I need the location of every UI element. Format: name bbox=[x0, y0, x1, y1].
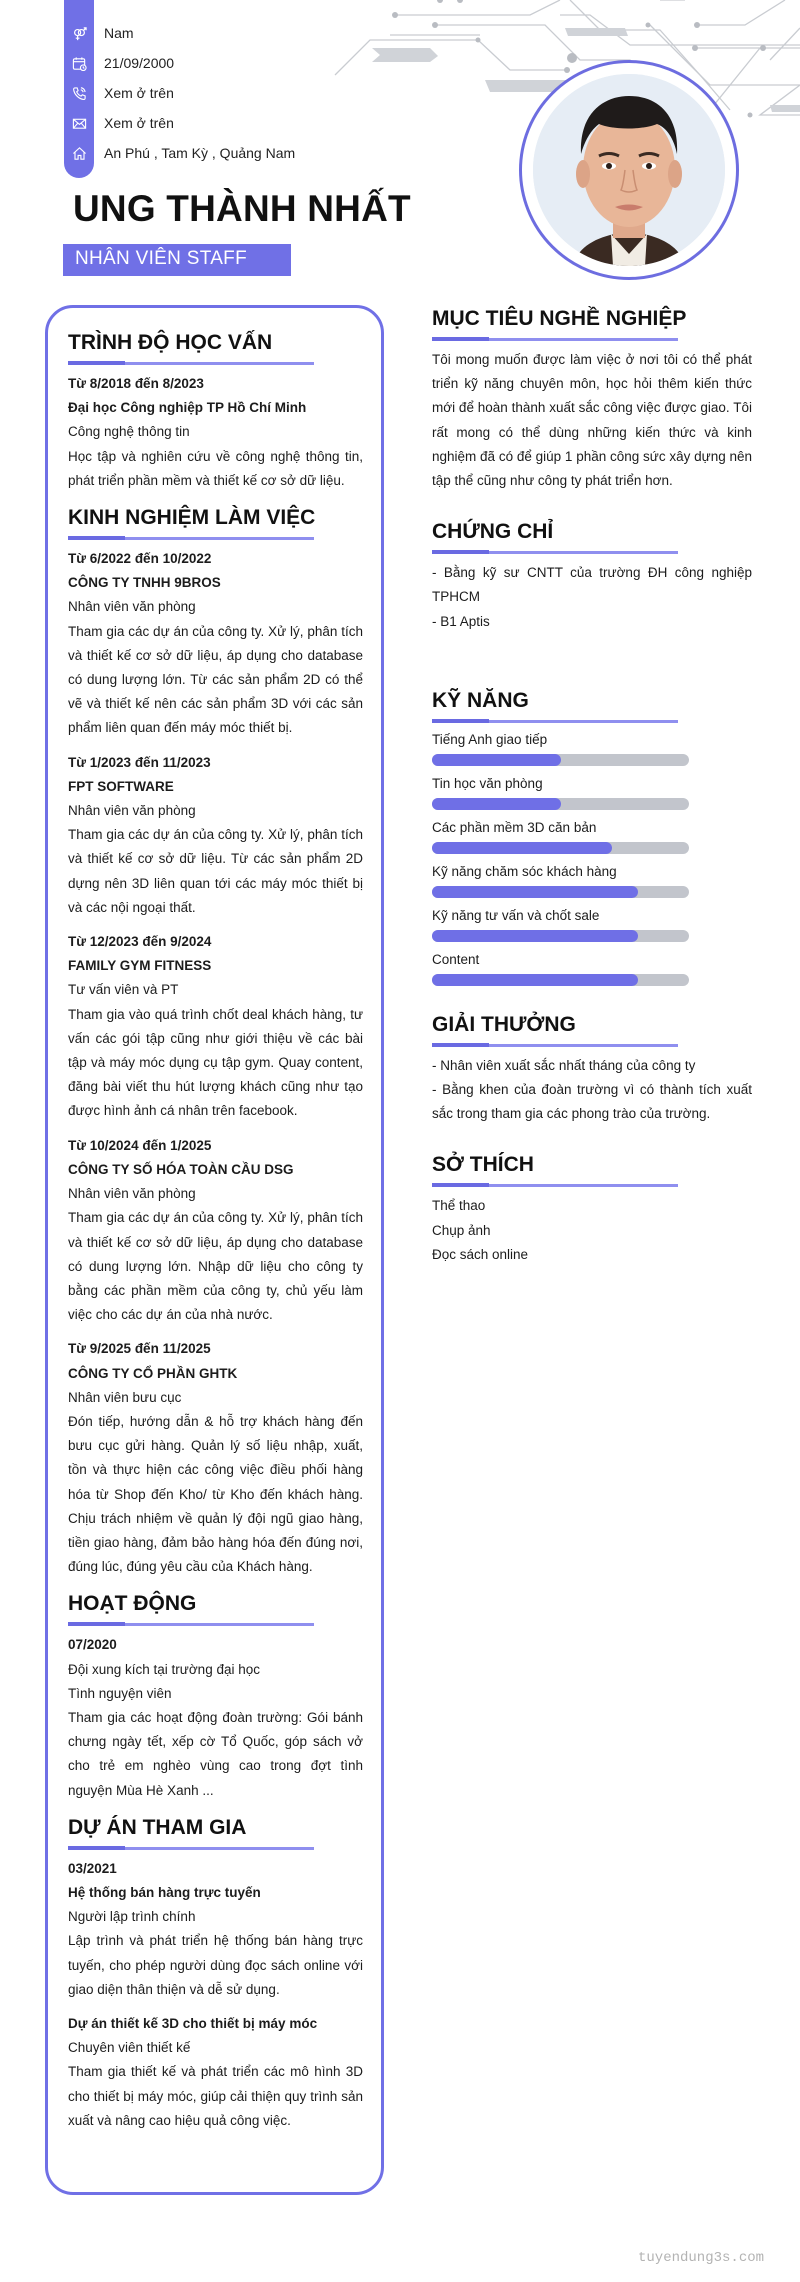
skill-label: Kỹ năng chăm sóc khách hàng bbox=[432, 863, 617, 879]
experience-description: Tham gia các dự án của công ty. Xử lý, phân tích và thiết kế cơ sở dữ liệu, áp dụng cho database có dung lượng lớn. Nhập dữ liệu cho công ty bằng các phần mềm của công ty, chủ yếu làm việc cho các dự án của nhà nước. bbox=[68, 1210, 363, 1323]
experience-period: Từ 12/2023 đến 9/2024 bbox=[68, 934, 212, 950]
experience-role: Nhân viên văn phòng bbox=[68, 599, 196, 615]
position-badge: NHÂN VIÊN STAFF bbox=[63, 244, 291, 276]
project-role: Chuyên viên thiết kế bbox=[68, 2040, 191, 2056]
project-entry bbox=[68, 1857, 363, 2002]
contact-gender bbox=[64, 18, 295, 48]
experience-company: CÔNG TY TNHH 9BROS bbox=[68, 575, 221, 591]
education-period: Từ 8/2018 đến 8/2023 bbox=[68, 376, 204, 391]
contact-address-text: An Phú , Tam Kỳ , Quảng Nam bbox=[104, 145, 296, 161]
objective-text: Tôi mong muốn được làm việc ở nơi tôi có thể phát triển kỹ năng chuyên môn, học hỏi thêm kiến thức mới để hoàn thành xuất sắc công việc được giao. Tôi rất mong có thể dùng những kiến thức và kinh nghiệm đã có để giúp 1 phần công sức xây dựng nên tập thể cũng như công ty phát triển hơn. bbox=[432, 352, 752, 489]
project-name: Dự án thiết kế 3D cho thiết bị máy móc bbox=[68, 2015, 318, 2031]
experience-period: Từ 1/2023 đến 11/2023 bbox=[68, 754, 211, 770]
experience-company: CÔNG TY CỔ PHẦN GHTK bbox=[68, 1365, 238, 1381]
spacer bbox=[432, 634, 752, 662]
award-item: - Bằng khen của đoàn trường vì có thành tích xuất sắc trong tham gia các phong trào của trường. bbox=[432, 1082, 752, 1122]
experience-description: Đón tiếp, hướng dẫn & hỗ trợ khách hàng đến bưu cục gửi hàng. Quản lý số liệu nhập, xuất, tồn và thực hiện các công việc điều phối hàng hóa từ Shop đến Kho/ từ Kho đến khách hàng. Chịu trách nhiệm về quản lý đội ngũ giao hàng, tiền giao hàng, đảm bảo hàng hóa đến đúng nơi, đúng lúc, đúng yêu cầu của Khách hàng. bbox=[68, 1413, 363, 1575]
experience-entry bbox=[68, 930, 363, 1124]
skill-level-bar bbox=[432, 842, 689, 854]
skill-level-fill bbox=[432, 886, 638, 898]
experience-entry bbox=[68, 547, 363, 741]
mail-icon bbox=[64, 108, 94, 138]
section-divider bbox=[432, 338, 678, 341]
experience-company: CÔNG TY SỐ HÓA TOÀN CẦU DSG bbox=[68, 1161, 294, 1177]
skill-level-fill bbox=[432, 754, 561, 766]
activity-description: Tham gia các hoạt động đoàn trường: Gói bánh chưng ngày tết, xếp cờ Tổ Quốc, góp sách vở cho trẻ em nghèo vùng cao trong đợt tình nguyện Mùa Hè Xanh ... bbox=[68, 1709, 363, 1798]
project-entry bbox=[68, 2012, 363, 2133]
skill-label: Các phần mềm 3D căn bản bbox=[432, 819, 597, 835]
left-column bbox=[68, 330, 363, 2145]
skills-section bbox=[432, 688, 752, 986]
activities-heading: HOẠT ĐỘNG bbox=[68, 1592, 197, 1616]
contact-phone bbox=[64, 78, 295, 108]
avatar-photo bbox=[533, 74, 725, 266]
education-heading: TRÌNH ĐỘ HỌC VẤN bbox=[68, 331, 273, 354]
experience-period: Từ 10/2024 đến 1/2025 bbox=[68, 1137, 212, 1153]
objective-section bbox=[432, 306, 752, 493]
skill-level-bar bbox=[432, 974, 689, 986]
skill-level-bar bbox=[432, 930, 689, 942]
skill-level-fill bbox=[432, 798, 561, 810]
awards-heading: GIẢI THƯỞNG bbox=[432, 1012, 576, 1036]
experience-company: FPT SOFTWARE bbox=[68, 778, 174, 794]
education-school: Đại học Công nghiệp TP Hồ Chí Minh bbox=[68, 400, 307, 416]
watermark: tuyendung3s.com bbox=[638, 2250, 765, 2266]
activity-role: Tình nguyện viên bbox=[68, 1685, 172, 1701]
experience-role: Nhân viên bưu cục bbox=[68, 1389, 182, 1405]
section-divider bbox=[68, 1623, 314, 1626]
skill-label: Kỹ năng tư vấn và chốt sale bbox=[432, 907, 600, 923]
objective-heading: MỤC TIÊU NGHỀ NGHIỆP bbox=[432, 307, 687, 330]
education-major: Công nghệ thông tin bbox=[68, 424, 190, 440]
hobby-item: Thể thao bbox=[432, 1198, 486, 1214]
certificates-section bbox=[432, 519, 752, 662]
contact-birthday-text: 21/09/2000 bbox=[104, 55, 175, 71]
skill-label: Content bbox=[432, 951, 480, 967]
section-divider bbox=[68, 1847, 314, 1850]
contact-email bbox=[64, 108, 295, 138]
section-divider bbox=[68, 362, 314, 365]
phone-icon bbox=[64, 78, 94, 108]
skill-label: Tiếng Anh giao tiếp bbox=[432, 731, 548, 747]
hobbies-section bbox=[432, 1152, 752, 1267]
skill-level-fill bbox=[432, 842, 612, 854]
project-name: Hệ thống bán hàng trực tuyến bbox=[68, 1884, 261, 1900]
projects-heading: DỰ ÁN THAM GIA bbox=[68, 1815, 247, 1839]
activity-period: 07/2020 bbox=[68, 1637, 117, 1653]
experience-company: FAMILY GYM FITNESS bbox=[68, 958, 212, 974]
hobby-item: Đọc sách online bbox=[432, 1246, 529, 1262]
gender-icon bbox=[64, 18, 94, 48]
section-divider bbox=[68, 537, 314, 540]
award-item: - Nhân viên xuất sắc nhất tháng của công ty bbox=[432, 1057, 696, 1073]
calendar-icon bbox=[64, 48, 94, 78]
skill-label: Tin học văn phòng bbox=[432, 775, 543, 791]
skill-level-bar bbox=[432, 798, 689, 810]
certificate-item: - B1 Aptis bbox=[432, 613, 490, 629]
certificate-item: - Bằng kỹ sư CNTT của trường ĐH công nghiệp TPHCM bbox=[432, 565, 752, 605]
activity-organization: Đội xung kích tại trường đại học bbox=[68, 1661, 260, 1677]
contact-email-text: Xem ở trên bbox=[104, 115, 174, 131]
contact-info-list bbox=[64, 18, 295, 168]
candidate-name: UNG THÀNH NHẤT bbox=[73, 188, 411, 229]
right-column bbox=[432, 306, 752, 1293]
experience-section bbox=[68, 505, 363, 1579]
section-divider bbox=[432, 1044, 678, 1047]
experience-description: Tham gia vào quá trình chốt deal khách hàng, tư vấn các gói tập cũng như giới thiệu về các bài tập và máy móc dụng cụ tập gym. Quay content, đăng bài viết thu hút lượng khách cũng như tạo được hình ảnh cá nhân trên facebook. bbox=[68, 1006, 363, 1119]
experience-heading: KINH NGHIỆM LÀM VIỆC bbox=[68, 506, 316, 530]
section-divider bbox=[432, 1184, 678, 1187]
avatar-frame bbox=[519, 60, 739, 280]
experience-entry bbox=[68, 1134, 363, 1328]
contact-birthday bbox=[64, 48, 295, 78]
education-description: Học tập và nghiên cứu về công nghệ thông tin, phát triển phần mềm và thiết kế cơ sở dữ liệu. bbox=[68, 448, 363, 488]
certificates-heading: CHỨNG CHỈ bbox=[432, 520, 554, 544]
experience-entry bbox=[68, 1337, 363, 1579]
experience-description: Tham gia các dự án của công ty. Xử lý, phân tích và thiết kế cơ sở dữ liệu. Từ các sản phẩm 2D dựng nên 3D liên quan tới các máy móc thiết bị và các nội ngoại thất. bbox=[68, 827, 363, 915]
activities-section bbox=[68, 1591, 363, 1802]
experience-description: Tham gia các dự án của công ty. Xử lý, phân tích và thiết kế cơ sở dữ liệu, áp dụng cho database có dung lượng lớn. Từ các sản phẩm 2D có thể vẽ và thiết kế nên các sản phẩm 3D với các sản phẩm liên quan đến máy móc thiết bị. bbox=[68, 623, 363, 736]
skill-level-fill bbox=[432, 930, 638, 942]
skills-list bbox=[432, 730, 752, 986]
experience-period: Từ 6/2022 đến 10/2022 bbox=[68, 551, 212, 567]
contact-gender-text: Nam bbox=[104, 25, 134, 41]
home-icon bbox=[64, 138, 94, 168]
experience-role: Nhân viên văn phòng bbox=[68, 1186, 196, 1202]
skill-level-fill bbox=[432, 974, 638, 986]
contact-address bbox=[64, 138, 295, 168]
contact-phone-text: Xem ở trên bbox=[104, 85, 174, 101]
education-entry bbox=[68, 372, 363, 493]
project-period: 03/2021 bbox=[68, 1860, 117, 1876]
experience-role: Nhân viên văn phòng bbox=[68, 803, 196, 819]
experience-entry bbox=[68, 751, 363, 920]
section-divider bbox=[432, 551, 678, 554]
awards-section bbox=[432, 1012, 752, 1127]
education-section bbox=[68, 330, 363, 493]
section-divider bbox=[432, 720, 678, 723]
project-role: Người lập trình chính bbox=[68, 1909, 196, 1925]
project-description: Tham gia thiết kế và phát triển các mô hình 3D cho thiết bị máy móc, giúp cải thiện quy trình sản xuất và nâng cao hiệu quả công việc. bbox=[68, 2064, 363, 2128]
hobby-item: Chụp ảnh bbox=[432, 1222, 491, 1238]
experience-role: Tư vấn viên và PT bbox=[68, 982, 179, 998]
project-description: Lập trình và phát triển hệ thống bán hàng trực tuyến, cho phép người dùng đọc sách online với giao diện thân thiện và dễ sử dụng. bbox=[68, 1933, 363, 1997]
experience-period: Từ 9/2025 đến 11/2025 bbox=[68, 1341, 211, 1357]
hobbies-heading: SỞ THÍCH bbox=[432, 1153, 534, 1177]
projects-section bbox=[68, 1815, 363, 2133]
skills-heading: KỸ NĂNG bbox=[432, 688, 529, 712]
skill-level-bar bbox=[432, 886, 689, 898]
skill-level-bar bbox=[432, 754, 689, 766]
activity-entry bbox=[68, 1633, 363, 1802]
